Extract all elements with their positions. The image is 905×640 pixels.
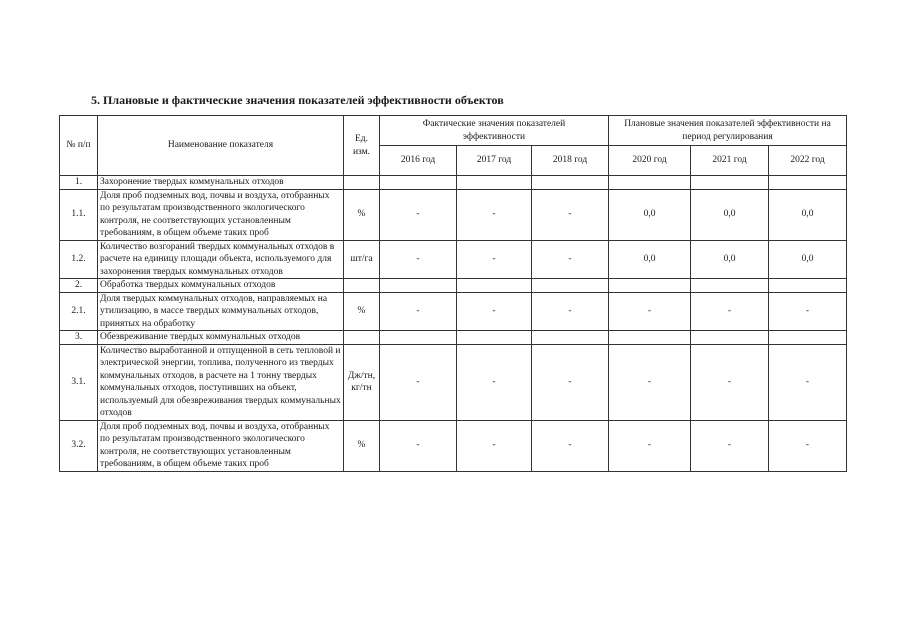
performance-indicators-table <box>59 115 847 472</box>
value-cell <box>609 279 691 293</box>
row-number: 2.1. <box>60 292 98 331</box>
value-cell <box>380 279 457 293</box>
unit-cell: % <box>344 189 380 240</box>
value-cell: - <box>609 420 691 471</box>
value-cell: - <box>532 240 609 279</box>
value-cell: - <box>532 420 609 471</box>
value-cell: 0,0 <box>691 240 769 279</box>
value-cell <box>457 279 532 293</box>
value-cell <box>532 331 609 345</box>
value-cell <box>769 331 847 345</box>
row-number: 1.2. <box>60 240 98 279</box>
table-row <box>60 240 847 279</box>
value-cell: - <box>380 189 457 240</box>
table-row <box>60 344 847 420</box>
value-cell <box>380 331 457 345</box>
header-unit: Ед. изм. <box>344 116 380 176</box>
value-cell <box>691 176 769 190</box>
table-body <box>60 116 847 472</box>
value-cell: - <box>769 420 847 471</box>
value-cell <box>691 279 769 293</box>
table-section-row <box>60 279 847 293</box>
table-row <box>60 292 847 331</box>
value-cell <box>532 176 609 190</box>
value-cell: - <box>380 420 457 471</box>
value-cell: 0,0 <box>691 189 769 240</box>
value-cell <box>769 279 847 293</box>
row-number: 1. <box>60 176 98 190</box>
unit-cell: % <box>344 292 380 331</box>
header-fact: Фактические значения показателей эффективности <box>380 116 609 146</box>
row-number: 3. <box>60 331 98 345</box>
table-header-row <box>60 116 847 146</box>
value-cell: - <box>457 344 532 420</box>
header-plan: Плановые значения показателей эффективности на период регулирования <box>609 116 847 146</box>
value-cell: - <box>691 420 769 471</box>
value-cell: - <box>691 344 769 420</box>
unit-cell: Дж/тн, кг/тн <box>344 344 380 420</box>
value-cell <box>769 176 847 190</box>
value-cell: 0,0 <box>769 189 847 240</box>
value-cell <box>691 331 769 345</box>
table-section-row <box>60 176 847 190</box>
header-year-2020: 2020 год <box>609 146 691 176</box>
value-cell: - <box>769 292 847 331</box>
value-cell <box>609 176 691 190</box>
row-number: 3.1. <box>60 344 98 420</box>
value-cell: - <box>457 292 532 331</box>
value-cell: - <box>380 292 457 331</box>
unit-cell: шт/га <box>344 240 380 279</box>
value-cell: - <box>532 189 609 240</box>
indicator-name: Обработка твердых коммунальных отходов <box>98 279 344 293</box>
header-year-2018: 2018 год <box>532 146 609 176</box>
header-num: № п/п <box>60 116 98 176</box>
value-cell: - <box>380 240 457 279</box>
value-cell: - <box>691 292 769 331</box>
row-number: 1.1. <box>60 189 98 240</box>
indicator-name: Доля твердых коммунальных отходов, направляемых на утилизацию, в массе твердых коммунальных отходов, принятых на обработку <box>98 292 344 331</box>
value-cell <box>457 176 532 190</box>
row-number: 2. <box>60 279 98 293</box>
header-name: Наименование показателя <box>98 116 344 176</box>
value-cell: 0,0 <box>769 240 847 279</box>
table-row <box>60 420 847 471</box>
value-cell: - <box>457 189 532 240</box>
value-cell: - <box>380 344 457 420</box>
value-cell: 0,0 <box>609 240 691 279</box>
unit-cell: % <box>344 420 380 471</box>
unit-cell <box>344 279 380 293</box>
value-cell: - <box>609 344 691 420</box>
value-cell: - <box>532 292 609 331</box>
header-year-2022: 2022 год <box>769 146 847 176</box>
value-cell: - <box>769 344 847 420</box>
value-cell: - <box>457 420 532 471</box>
unit-cell <box>344 331 380 345</box>
indicator-name: Обезвреживание твердых коммунальных отходов <box>98 331 344 345</box>
value-cell: 0,0 <box>609 189 691 240</box>
table-row <box>60 189 847 240</box>
value-cell: - <box>532 344 609 420</box>
header-year-2021: 2021 год <box>691 146 769 176</box>
indicator-name: Захоронение твердых коммунальных отходов <box>98 176 344 190</box>
value-cell <box>532 279 609 293</box>
header-year-2016: 2016 год <box>380 146 457 176</box>
value-cell <box>380 176 457 190</box>
value-cell: - <box>457 240 532 279</box>
value-cell <box>609 331 691 345</box>
section-heading: 5. Плановые и фактические значения показателей эффективности объектов <box>91 93 504 107</box>
value-cell <box>457 331 532 345</box>
indicator-name: Количество возгораний твердых коммунальных отходов в расчете на единицу площади объекта, используемого для захоронения твердых коммунальных отходов <box>98 240 344 279</box>
header-year-2017: 2017 год <box>457 146 532 176</box>
value-cell: - <box>609 292 691 331</box>
indicator-name: Количество выработанной и отпущенной в сеть тепловой и электрической энергии, топлива, полученного из твердых коммунальных отходов, в расчете на 1 тонну твердых коммунальных отходов, поступивших на объект, используемый для обезвреживания твердых коммунальных отходов <box>98 344 344 420</box>
indicator-name: Доля проб подземных вод, почвы и воздуха, отобранных по результатам производственного экологического контроля, не соответствующих установленным требованиям, в общем объеме таких проб <box>98 189 344 240</box>
indicator-name: Доля проб подземных вод, почвы и воздуха, отобранных по результатам производственного экологического контроля, не соответствующих установленным требованиям, в общем объеме таких проб <box>98 420 344 471</box>
row-number: 3.2. <box>60 420 98 471</box>
table-section-row <box>60 331 847 345</box>
unit-cell <box>344 176 380 190</box>
